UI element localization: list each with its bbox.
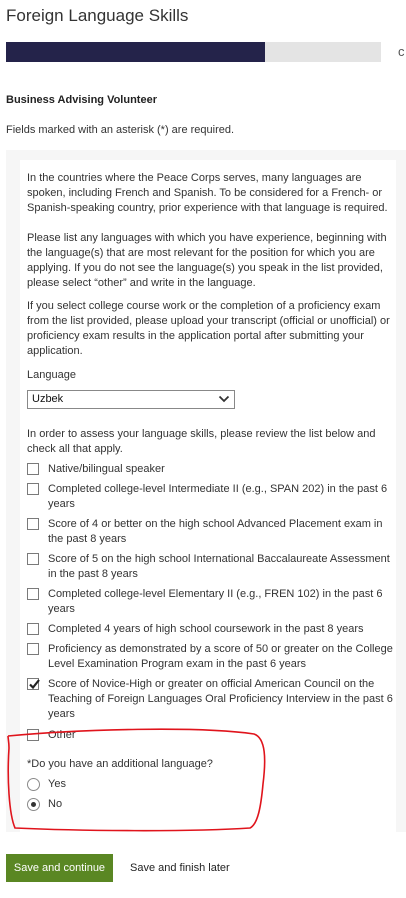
- radio-yes[interactable]: [27, 778, 107, 794]
- progress-end-mark: c: [398, 44, 405, 59]
- page-title: Foreign Language Skills: [6, 6, 189, 25]
- skill-option-label: Proficiency as demonstrated by a score of 50 or greater on the College Level Examination Program exam in the past 6 years: [48, 643, 393, 670]
- intro-paragraph-1: In the countries where the Peace Corps serves, many languages are spoken, including French and Spanish. To be considered for a French- or Spanish-speaking country, prior experience with that language is required.: [27, 172, 388, 214]
- chevron-down-icon: [218, 392, 230, 406]
- skill-option-label: Score of 4 or better on the high school Advanced Placement exam in the past 8 years: [48, 518, 383, 545]
- skill-checkbox[interactable]: [27, 678, 39, 690]
- skill-option-label: Score of 5 on the high school International Baccalaureate Assessment in the past 8 years: [48, 553, 390, 580]
- skill-checkbox[interactable]: [27, 588, 39, 600]
- language-select-value: Uzbek: [32, 393, 64, 405]
- skill-option-label: Other: [48, 729, 76, 741]
- skill-option-label: Score of Novice-High or greater on official American Council on the Teaching of Foreign Languages Oral Proficiency Interview in the past 6 years: [48, 678, 393, 720]
- skill-checkbox[interactable]: [27, 518, 39, 530]
- skill-checkbox[interactable]: [27, 643, 39, 655]
- skills-instruction: In order to assess your language skills, please review the list below and check all that apply.: [27, 428, 376, 455]
- skill-option-label: Completed college-level Intermediate II (e.g., SPAN 202) in the past 6 years: [48, 483, 388, 510]
- save-and-finish-later-link[interactable]: Save and finish later: [130, 862, 230, 874]
- progress-fill: [6, 42, 265, 62]
- additional-language-question: *Do you have an additional language?: [27, 758, 213, 770]
- skill-checkbox[interactable]: [27, 623, 39, 635]
- skill-checkbox[interactable]: [27, 483, 39, 495]
- intro-paragraph-3: If you select college course work or the completion of a proficiency exam from the list provided, please upload your transcript (official or unofficial) or proficiency exam results in the application portal after submitting your application.: [27, 300, 390, 357]
- required-note: Fields marked with an asterisk (*) are required.: [6, 124, 235, 136]
- skill-option-label: Completed college-level Elementary II (e.g., FREN 102) in the past 6 years: [48, 588, 383, 615]
- skill-checkbox[interactable]: [27, 729, 39, 741]
- progress-bar: [6, 42, 381, 62]
- radio-no-circle[interactable]: [27, 798, 40, 811]
- radio-yes-label: Yes: [48, 778, 66, 790]
- radio-no-label: No: [48, 798, 63, 810]
- language-label: Language: [27, 369, 76, 381]
- skill-checkbox[interactable]: [27, 553, 39, 565]
- radio-selected-dot: [31, 802, 36, 807]
- position-name: Business Advising Volunteer: [6, 94, 157, 106]
- skill-checkbox[interactable]: [27, 463, 39, 475]
- radio-no[interactable]: [27, 798, 107, 814]
- radio-yes-circle[interactable]: [27, 778, 40, 791]
- skill-option-label: Completed 4 years of high school coursework in the past 8 years: [48, 623, 364, 635]
- checkmark-icon: [28, 677, 41, 691]
- save-and-continue-button[interactable]: Save and continue: [6, 854, 113, 882]
- skill-option-label: Native/bilingual speaker: [48, 463, 165, 475]
- language-select[interactable]: [27, 390, 235, 409]
- intro-paragraph-2: Please list any languages with which you have experience, beginning with the language(s) that are most relevant for the position for which you are applying. If you do not see the language(s) you speak in the list provided, please select “other” and write in the language.: [27, 232, 387, 289]
